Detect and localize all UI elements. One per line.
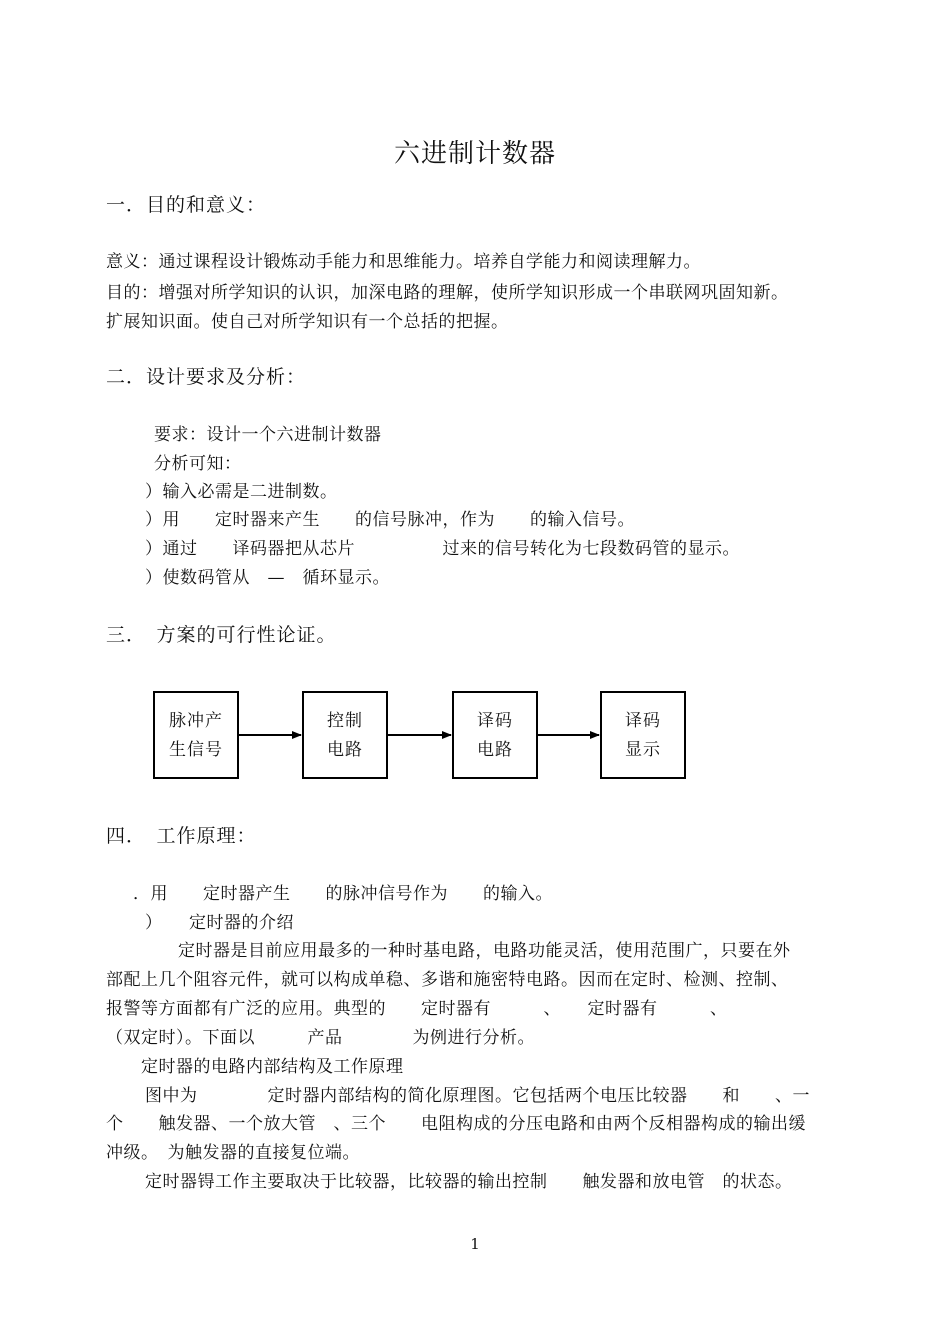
requirement-line: 要求：设计一个六进制计数器 — [154, 425, 382, 445]
analysis-item: ）通过 译码器把从芯片 过来的信号转化为七段数码管的显示。 — [145, 539, 740, 559]
paragraph-line: 冲级。 为触发器的直接复位端。 — [106, 1143, 360, 1163]
block-label: 译码 — [625, 711, 661, 731]
paragraph-line: 定时器锝工作主要取决于比较器，比较器的输出控制 触发器和放电管 的状态。 — [145, 1172, 793, 1192]
section-3-heading: 三． 方案的可行性论证。 — [106, 624, 337, 646]
paragraph-line: （双定时）。下面以 产品 为例进行分析。 — [106, 1028, 535, 1048]
subsection-title: 定时器的电路内部结构及工作原理 — [141, 1057, 404, 1077]
paragraph-line: 部配上几个阻容元件，就可以构成单稳、多谐和施密特电路。因而在定时、检测、控制、 — [106, 970, 789, 990]
principle-subheading: ） 定时器的介绍 — [145, 913, 294, 933]
block-label: 电路 — [327, 740, 363, 760]
paragraph-line: 个 触发器、一个放大管 、三个 电阻构成的分压电路和由两个反相器构成的输出缓 — [106, 1114, 806, 1134]
analysis-item: ）输入必需是二进制数。 — [145, 482, 338, 502]
principle-line: ．用 定时器产生 的脉冲信号作为 的输入。 — [133, 884, 553, 904]
section-2-heading: 二．设计要求及分析： — [106, 366, 307, 388]
page-number: 1 — [470, 1235, 480, 1253]
paragraph-line: 目的：增强对所学知识的认识，加深电路的理解，使所学知识形成一个串联网巩固知新。 — [106, 283, 789, 303]
analysis-item: ）用 定时器来产生 的信号脉冲，作为 的输入信号。 — [145, 510, 635, 530]
block-label: 生信号 — [169, 740, 223, 760]
paragraph-line: 扩展知识面。使自己对所学知识有一个总括的把握。 — [106, 312, 509, 332]
block-label: 控制 — [327, 711, 363, 731]
block-label: 显示 — [625, 740, 661, 760]
paragraph-line: 定时器是目前应用最多的一种时基电路，电路功能灵活，使用范围广，只要在外 — [178, 941, 791, 961]
block-label: 译码 — [477, 711, 513, 731]
paragraph-line: 报警等方面都有广泛的应用。典型的 定时器有 、 定时器有 、 — [106, 999, 728, 1019]
paragraph-line: 图中为 定时器内部结构的简化原理图。它包括两个电压比较器 和 、一 — [145, 1086, 810, 1106]
section-4-heading: 四． 工作原理： — [106, 825, 257, 847]
block-label: 电路 — [477, 740, 513, 760]
analysis-item: ）使数码管从 — 循环显示。 — [145, 568, 390, 588]
document-title: 六进制计数器 — [393, 139, 556, 169]
analysis-line: 分析可知： — [154, 454, 242, 474]
paragraph-line: 意义：通过课程设计锻炼动手能力和思维能力。培养自学能力和阅读理解力。 — [106, 252, 701, 272]
section-1-heading: 一．目的和意义： — [106, 194, 267, 216]
block-label: 脉冲产 — [169, 711, 223, 731]
